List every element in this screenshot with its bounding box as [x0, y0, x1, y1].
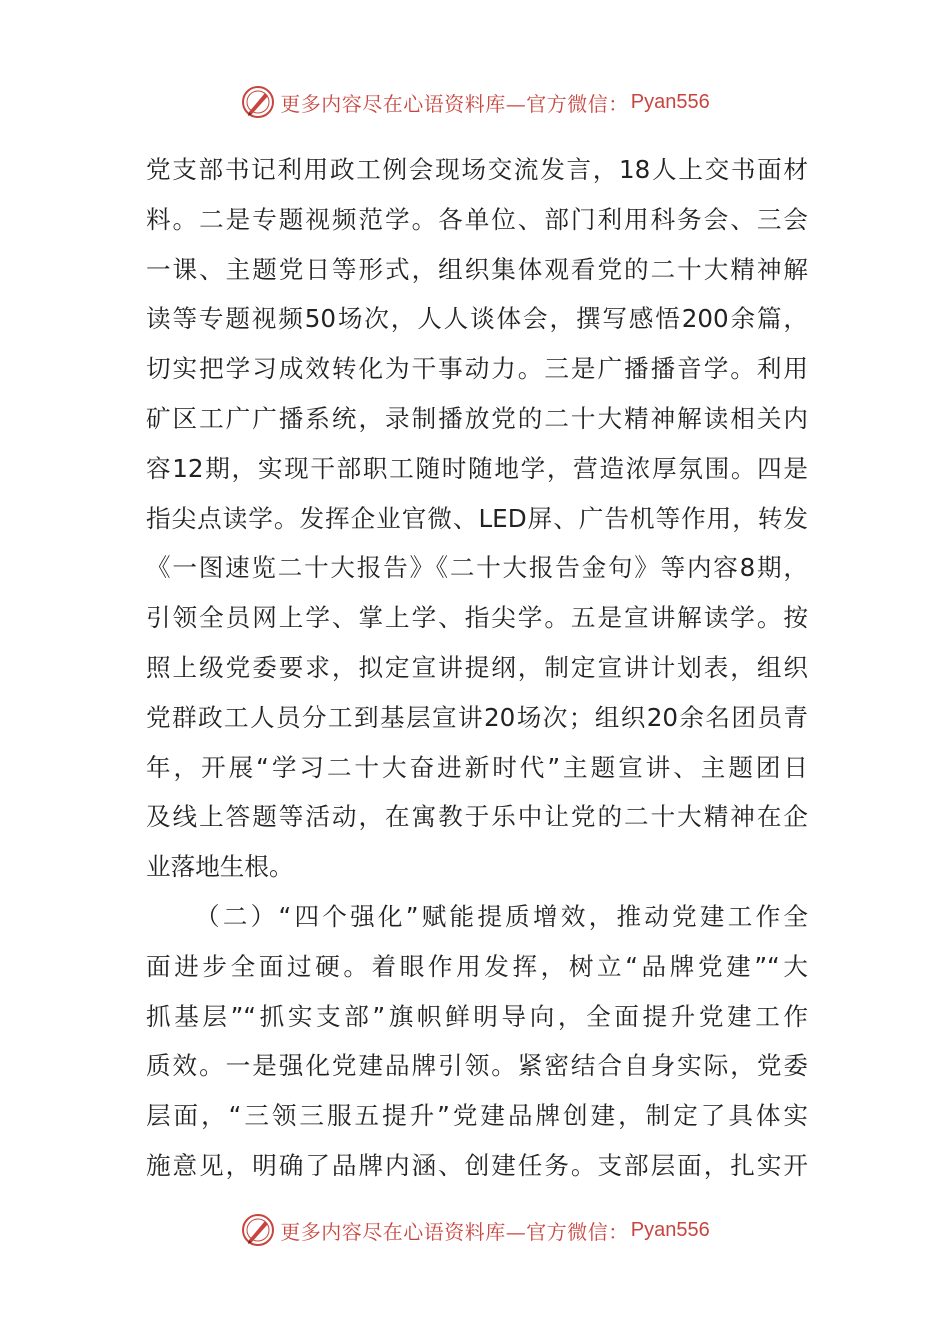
- text-line: 《一图速览二十大报告》《二十大报告金句》等内容8期，: [146, 553, 808, 583]
- text-line: 指尖点读学。发挥企业官微、LED屏、广告机等作用，转发: [146, 503, 808, 533]
- text-line: 年，开展“学习二十大奋进新时代”主题宣讲、主题团日: [146, 752, 808, 782]
- text-line: 抓基层”“抓实支部”旗帜鲜明导向，全面提升党建工作: [146, 1001, 808, 1031]
- banner-wechat-id: Pyan556: [630, 1218, 710, 1241]
- text-line: 面进步全面过硬。着眼作用发挥，树立“品牌党建”“大: [146, 951, 808, 981]
- text-line: 业落地生根。: [146, 852, 294, 882]
- text-line: 党群政工人员分工到基层宣讲20场次；组织20余名团员青: [146, 702, 808, 732]
- text-line: 照上级党委要求，拟定宣讲提纲，制定宣讲计划表，组织: [146, 652, 808, 682]
- paragraph: [146, 892, 808, 1191]
- pen-logo-icon: [240, 84, 276, 120]
- text-line: 质效。一是强化党建品牌引领。紧密结合自身实际，党委: [146, 1051, 808, 1081]
- text-line: 读等专题视频50场次，人人谈体会，撰写感悟200余篇，: [146, 304, 808, 334]
- text-line: 层面，“三领三服五提升”党建品牌创建，制定了具体实: [146, 1101, 808, 1131]
- footer-watermark-banner: [0, 1210, 950, 1250]
- paragraph: [146, 145, 808, 892]
- document-body: [146, 145, 808, 1191]
- text-line: 引领全员网上学、掌上学、指尖学。五是宣讲解读学。按: [146, 603, 808, 633]
- text-line: 党支部书记利用政工例会现场交流发言，18人上交书面材: [146, 155, 808, 184]
- pen-logo-icon: [240, 1212, 276, 1248]
- banner-text: 更多内容尽在心语资料库—官方微信：: [280, 1219, 629, 1244]
- section-heading-line: （二）“四个强化”赋能提质增效，推动党建工作全: [195, 901, 808, 931]
- banner-wechat-id: Pyan556: [630, 90, 710, 113]
- text-line: 一课、主题党日等形式，组织集体观看党的二十大精神解: [146, 254, 808, 284]
- text-line: 切实把学习成效转化为干事动力。三是广播播音学。利用: [146, 354, 808, 384]
- text-line: 及线上答题等活动，在寓教于乐中让党的二十大精神在企: [146, 802, 808, 832]
- banner-text: 更多内容尽在心语资料库—官方微信：: [280, 91, 629, 116]
- text-line: 料。二是专题视频范学。各单位、部门利用科务会、三会: [146, 204, 808, 234]
- text-line: 矿区工广广播系统，录制播放党的二十大精神解读相关内: [146, 403, 808, 433]
- text-line: 施意见，明确了品牌内涵、创建任务。支部层面，扎实开: [146, 1150, 808, 1180]
- text-line: 容12期，实现干部职工随时随地学，营造浓厚氛围。四是: [146, 453, 808, 483]
- header-watermark-banner: [0, 82, 950, 122]
